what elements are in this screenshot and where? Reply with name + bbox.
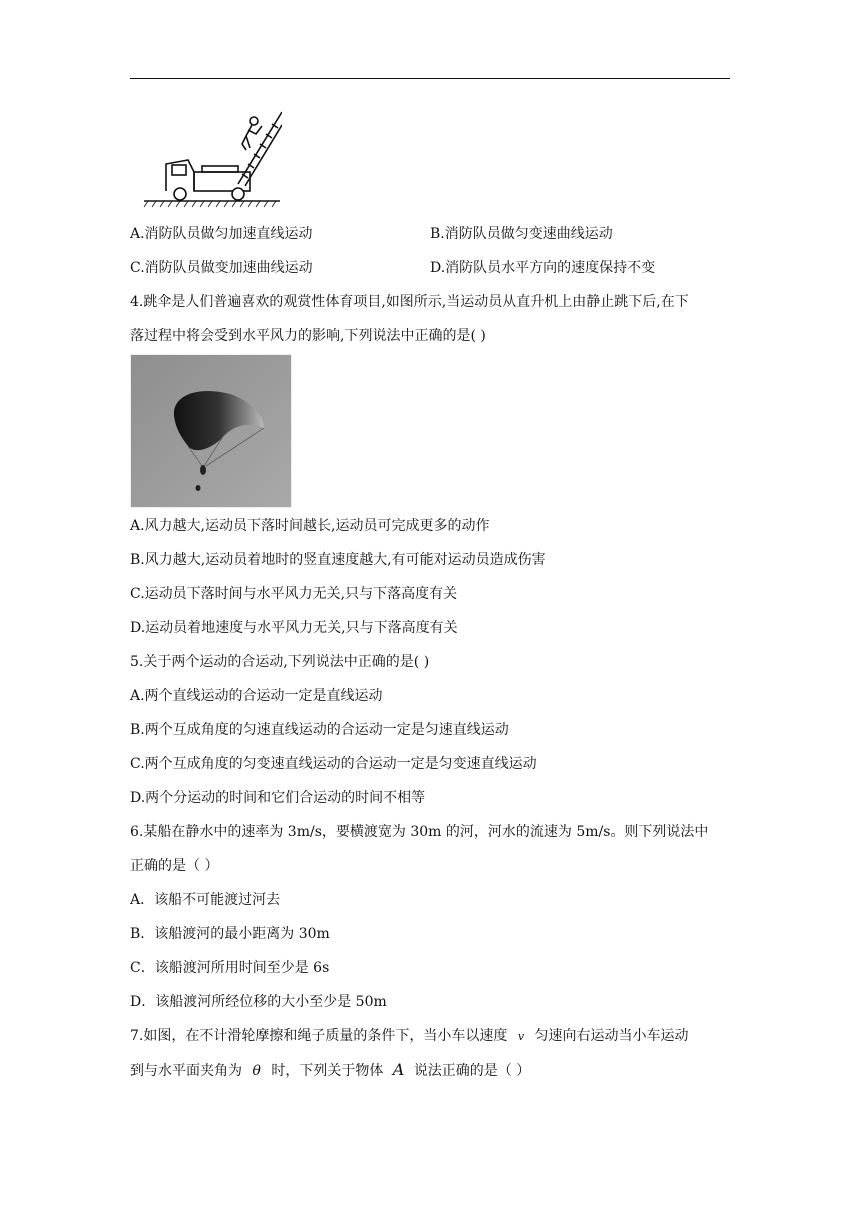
q5-stem: 5.关于两个运动的合运动,下列说法中正确的是( ) [130,654,430,670]
q4-option-b: B.风力越大,运动员着地时的竖直速度越大,有可能对运动员造成伤害 [130,552,546,568]
q7-line2-text: 到与水平面夹角为 [130,1063,242,1079]
q3-option-d: D.消防队员水平方向的速度保持不变 [430,260,656,276]
q5-option-a: A.两个直线运动的合运动一定是直线运动 [130,688,383,704]
q3-option-c: C.消防队员做变加速曲线运动 [130,260,313,276]
parachute-photo [130,354,292,508]
q7-symbol-theta: θ [252,1063,261,1079]
q4-stem-line2: 落过程中将会受到水平风力的影响,下列说法中正确的是( ) [130,328,486,344]
fire-truck-figure [142,108,282,210]
q3-option-a: A.消防队员做匀加速直线运动 [130,226,313,242]
q7-line1-text: 7.如图，在不计滑轮摩擦和绳子质量的条件下，当小车以速度 [130,1028,508,1044]
q4-stem-line1: 4.跳伞是人们普遍喜欢的观赏性体育项目,如图所示,当运动员从直升机上由静止跳下后,在下 [130,294,689,310]
q7-symbol-v: v [517,1030,525,1043]
q5-option-d: D.两个分运动的时间和它们合运动的时间不相等 [130,790,426,806]
q6-stem-line2: 正确的是（ ） [130,858,219,874]
q6-option-d: D．该船渡河所经位移的大小至少是 50m [130,994,387,1010]
q7-stem-line2 [130,1060,530,1081]
q6-option-c: C．该船渡河所用时间至少是 6s [130,960,330,976]
q4-option-a: A.风力越大,运动员下落时间越长,运动员可完成更多的动作 [130,518,490,534]
q7-line2-text-2: 时，下列关于物体 [271,1063,384,1079]
q7-line2-text-3: 说法正确的是（ ） [413,1063,531,1079]
q7-line1-text-2: 匀速向右运动当小车运动 [534,1028,689,1044]
q7-stem-line1 [130,1026,688,1047]
q6-option-b: B．该船渡河的最小距离为 30m [130,926,330,942]
q4-option-c: C.运动员下落时间与水平风力无关,只与下落高度有关 [130,586,458,602]
q5-option-b: B.两个互成角度的匀速直线运动的合运动一定是匀速直线运动 [130,722,509,738]
q5-option-c: C.两个互成角度的匀变速直线运动的合运动一定是匀变速直线运动 [130,756,537,772]
q7-symbol-a: A [392,1060,405,1079]
header-rule [130,78,730,79]
q4-option-d: D.运动员着地速度与水平风力无关,只与下落高度有关 [130,620,458,636]
q6-stem-line1: 6.某船在静水中的速率为 3m/s，要横渡宽为 30m 的河，河水的流速为 5m/s。则下列说法中 [130,824,709,840]
q3-option-b: B.消防队员做匀变速曲线运动 [430,226,613,242]
q6-option-a: A．该船不可能渡过河去 [130,892,281,908]
